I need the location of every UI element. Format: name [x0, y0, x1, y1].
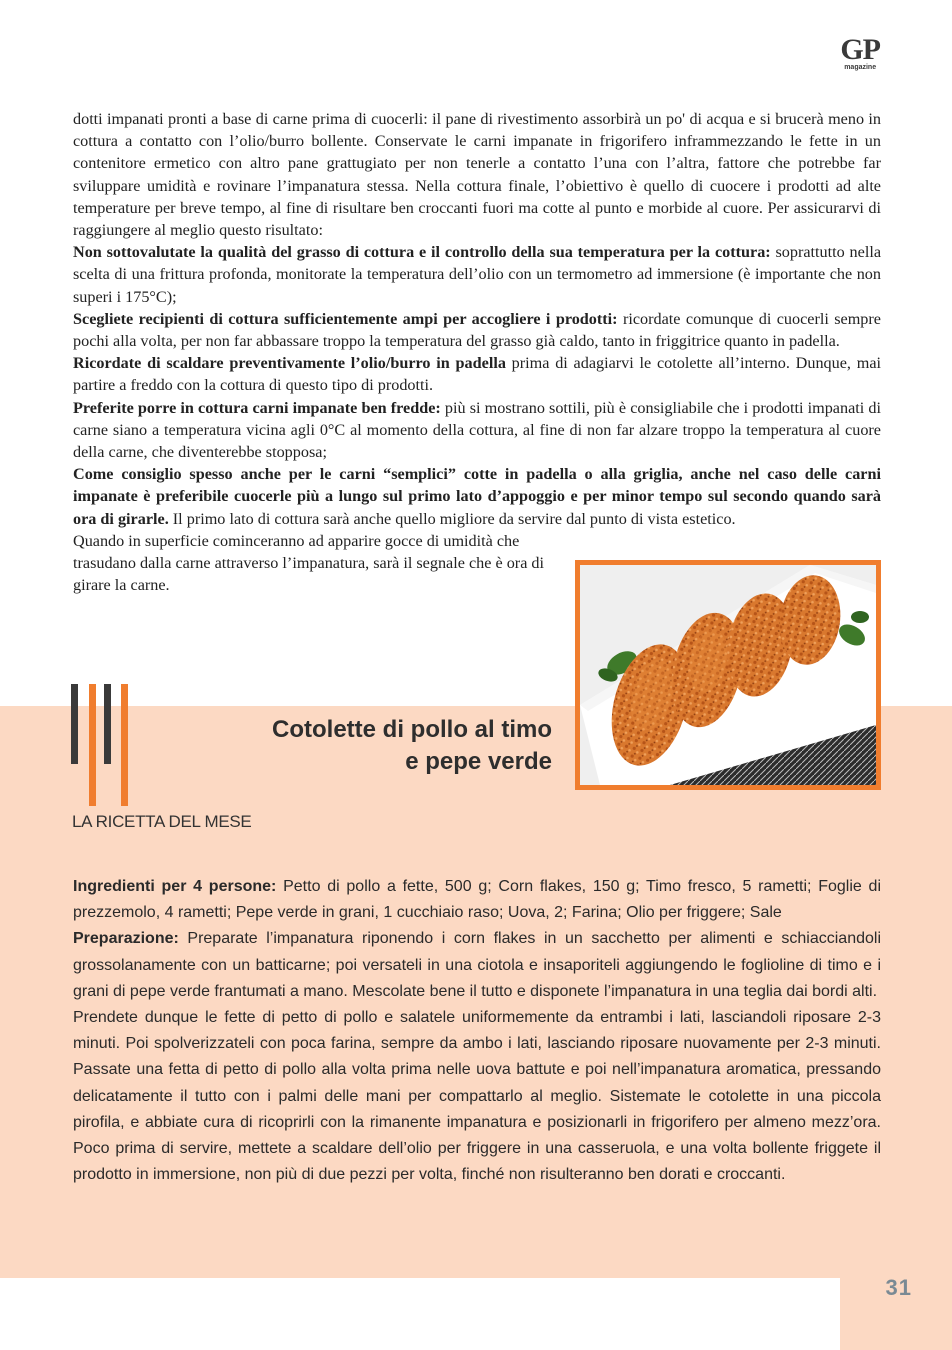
tip-item: [73, 241, 881, 308]
page-number: 31: [885, 1275, 912, 1300]
tip-heading: Preferite porre in cottura carni impanate ben fredde:: [73, 398, 441, 417]
tip-text: Il primo lato di cottura sarà anche quello migliore da servire dal punto di vista estetico.: [168, 509, 736, 528]
logo-mark: GP: [840, 33, 880, 66]
recipe-body: [73, 874, 881, 1188]
tip-heading: Ricordate di scaldare preventivamente l’olio/burro in padella: [73, 354, 506, 373]
decor-bar-dark-2: [104, 684, 111, 764]
preparation-paragraph-2: Prendete dunque le fette di petto di pollo e salatele uniformemente da entrambi i lati, lasciandoli riposare 2-3 minuti. Poi spolverizzateli con poca farina, sempre da ambo i lati, lasciando riposare nuovamente per 2-3 minuti. Passate una fetta di petto di pollo alla volta prima nelle uova battute e poi nell’impanatura aromatica, pressando delicatamente il tutto con i palmi delle mani per compattarlo al meglio. Sistemate le cotolette in una piccola pirofila, e abbiate cura di ricoprirli con la rimanente impanatura e posizionarli in frigorifero per almeno mezz’ora. Poco prima di servire, mettete a scaldare dell’olio per friggere in una casseruola, e una volta bollente friggete il prodotto in immersione, non più di due pezzi per volta, finché non risulteranno ben dorati e croccanti.: [73, 1009, 881, 1184]
ingredients-paragraph: [73, 874, 881, 926]
decor-bar-orange-1: [89, 684, 96, 806]
recipe-title-line-1: Cotolette di pollo al timo: [272, 716, 552, 743]
article-paragraph: dotti impanati pronti a base di carne prima di cuocerli: il pane di rivestimento assorbirà un po' di acqua e si brucerà meno in cottura a contatto con l’olio/burro bollente. Conservate le carni impanate in frigorifero inframmezzando le fette in un contenitore ermetico con altro pane grattugiato per non tenerle a contatto l’una con l’altra, fattore che potrebbe far sviluppare umidità e rovinare l’impanatura stessa. Nella cottura finale, l’obiettivo è quello di cuocere i prodotti ad alte temperature per breve tempo, al fine di risultare ben croccanti fuori ma cotte al punto e morbide al cuore. Per assicurarvi di raggiungere al meglio questo risultato:: [73, 110, 881, 240]
tip-heading: Come consiglio spesso anche per le carni “semplici” cotte in padella o alla griglia, anche nel caso delle carni impanate è preferibile cuocerle più a lungo sul primo lato d’appoggio e per minor tempo sul secondo quando sarà ora di girarle.: [73, 465, 881, 528]
preparation-paragraph: [73, 926, 881, 1005]
recipe-section-label: LA RICETTA DEL MESE: [72, 812, 252, 831]
tip-text: prima di adagiarvi le cotolette all’interno. Dunque, mai partire a freddo con la cottura di questo tipo di prodotti.: [73, 354, 881, 395]
ingredients-text: Petto di pollo a fette, 500 g; Corn flakes, 150 g; Timo fresco, 5 rametti; Foglie di prezzemolo, 4 rametti; Pepe verde in grani, 1 cucchiaio raso; Uova, 2; Farina; Olio per friggere; Sale: [73, 878, 882, 922]
tip-item: [73, 463, 881, 530]
magazine-logo: [840, 33, 880, 72]
article-paragraph-last: Quando in superficie cominceranno ad apparire gocce di umidità che trasudano dalla carne attraverso l’impanatura, sarà il segnale che è ora di girare la carne.: [73, 531, 545, 595]
preparation-label: Preparazione:: [73, 930, 179, 948]
tip-text: soprattutto nella scelta di una frittura profonda, monitorate la temperatura dell’olio con un termometro ad immersione (è importante che non superi i 175°C);: [73, 243, 881, 306]
cutlets-illustration: [580, 565, 876, 785]
preparation-text: Preparate l’impanatura riponendo i corn flakes in un sacchetto per alimenti e schiacciandoli grossolanamente con un batticarne; poi versateli in una ciotola e insaporiteli aggiungendo le foglioline di timo e i grani di pepe verde frantumati a mano. Mescolate bene il tutto e disponete l’impanatura in una teglia dai bordi alti.: [73, 930, 881, 1000]
decor-bar-orange-2: [121, 684, 128, 806]
recipe-photo: [575, 560, 881, 790]
tip-item: [73, 308, 881, 352]
tip-item: [73, 397, 881, 464]
tip-text: ricordate comunque di cuocerli sempre pochi alla volta, per non far abbassare troppo la temperatura del grasso già caldo, tanto in friggitrice quanto in padella.: [73, 309, 881, 351]
ingredients-label: Ingredienti per 4 persone:: [73, 878, 277, 895]
recipe-title-line-2: e pepe verde: [405, 748, 552, 775]
recipe-title: [180, 714, 552, 778]
tip-heading: Non sottovalutate la qualità del grasso di cottura e il controllo della sua temperatura per la cottura:: [73, 243, 771, 262]
tip-item: [73, 352, 881, 396]
tip-text: più si mostrano sottili, più è consigliabile che i prodotti impanati di carne siano a temperatura vicina agli 0°C al momento della cottura, al fine di non far alzare troppo la temperatura al cuore della carne, che diventerebbe stopposa;: [73, 398, 881, 462]
article-body: [73, 108, 881, 596]
decor-bar-dark-1: [71, 684, 78, 764]
tip-heading: Scegliete recipienti di cottura sufficientemente ampi per accogliere i prodotti:: [73, 309, 618, 328]
logo-subtitle: magazine: [844, 64, 877, 71]
